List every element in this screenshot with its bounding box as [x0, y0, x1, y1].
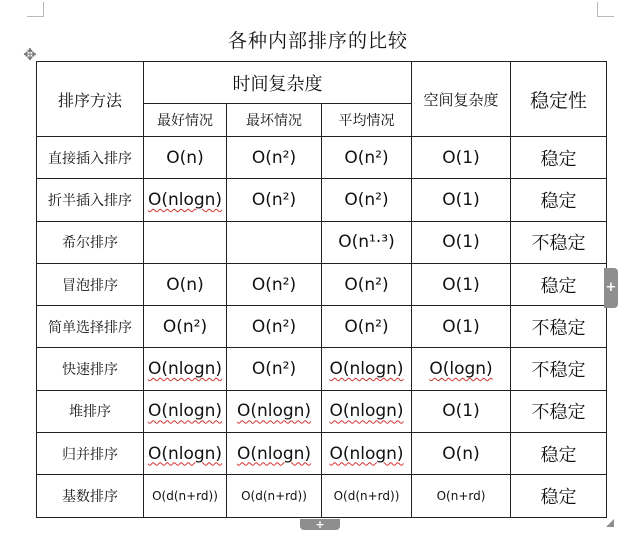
- cell-space: O(1): [412, 221, 511, 263]
- cell-space: O(1): [412, 263, 511, 305]
- cell-best: O(nlogn): [144, 390, 227, 432]
- table-row: [37, 137, 607, 179]
- cell-best: O(n): [144, 137, 227, 179]
- cell-best: [144, 221, 227, 263]
- cell-worst: O(nlogn): [227, 433, 322, 475]
- cell-best: O(n): [144, 263, 227, 305]
- cell-stability: 稳定: [511, 475, 607, 517]
- table-resize-icon[interactable]: [606, 519, 614, 527]
- cell-worst: O(d(n+rd)): [227, 475, 322, 517]
- cell-stability: 稳定: [511, 263, 607, 305]
- cell-worst: O(n²): [227, 137, 322, 179]
- cell-average: O(n²): [322, 179, 412, 221]
- table-row: [37, 348, 607, 390]
- table-row: [37, 390, 607, 432]
- cell-space: O(logn): [412, 348, 511, 390]
- cell-worst: O(n²): [227, 306, 322, 348]
- cell-space: O(1): [412, 390, 511, 432]
- table-row: [37, 263, 607, 305]
- cell-stability: 稳定: [511, 137, 607, 179]
- cell-method: 基数排序: [37, 475, 144, 517]
- header-time-complexity: 时间复杂度: [144, 62, 412, 104]
- header-average-case: 平均情况: [322, 104, 412, 137]
- cell-method: 简单选择排序: [37, 306, 144, 348]
- header-worst-case: 最坏情况: [227, 104, 322, 137]
- add-row-plus-icon[interactable]: +: [300, 519, 340, 530]
- cell-average: O(nlogn): [322, 433, 412, 475]
- table-row: [37, 179, 607, 221]
- header-space-complexity: 空间复杂度: [412, 62, 511, 137]
- cell-average: O(n²): [322, 306, 412, 348]
- cell-space: O(1): [412, 179, 511, 221]
- cell-space: O(1): [412, 306, 511, 348]
- page-corner-mark-left: [27, 2, 44, 17]
- cell-method: 快速排序: [37, 348, 144, 390]
- cell-worst: O(n²): [227, 348, 322, 390]
- header-row-1: [37, 62, 607, 104]
- table-row: [37, 221, 607, 263]
- page-corner-mark-right: [597, 2, 614, 17]
- cell-best: O(nlogn): [144, 179, 227, 221]
- cell-average: O(nlogn): [322, 348, 412, 390]
- header-best-case: 最好情况: [144, 104, 227, 137]
- header-stability: 稳定性: [511, 62, 607, 137]
- cell-stability: 稳定: [511, 179, 607, 221]
- table-move-icon[interactable]: ✥: [23, 45, 37, 64]
- cell-average: O(nlogn): [322, 390, 412, 432]
- cell-stability: 不稳定: [511, 306, 607, 348]
- cell-worst: O(n²): [227, 263, 322, 305]
- cell-stability: 不稳定: [511, 221, 607, 263]
- cell-average: O(n²): [322, 263, 412, 305]
- cell-average: O(n²): [322, 137, 412, 179]
- cell-stability: 稳定: [511, 433, 607, 475]
- cell-best: O(nlogn): [144, 348, 227, 390]
- cell-method: 折半插入排序: [37, 179, 144, 221]
- cell-stability: 不稳定: [511, 390, 607, 432]
- cell-method: 冒泡排序: [37, 263, 144, 305]
- cell-best: O(nlogn): [144, 433, 227, 475]
- cell-method: 堆排序: [37, 390, 144, 432]
- cell-space: O(n+rd): [412, 475, 511, 517]
- document-title: 各种内部排序的比较: [227, 30, 408, 52]
- table-row: [37, 306, 607, 348]
- cell-method: 希尔排序: [37, 221, 144, 263]
- cell-average: O(d(n+rd)): [322, 475, 412, 517]
- cell-worst: O(n²): [227, 179, 322, 221]
- cell-space: O(1): [412, 137, 511, 179]
- cell-stability: 不稳定: [511, 348, 607, 390]
- cell-method: 归并排序: [37, 433, 144, 475]
- cell-space: O(n): [412, 433, 511, 475]
- table-row: [37, 475, 607, 517]
- cell-worst: O(nlogn): [227, 390, 322, 432]
- add-column-plus-icon[interactable]: +: [604, 268, 618, 308]
- cell-best: O(n²): [144, 306, 227, 348]
- header-method: 排序方法: [37, 62, 144, 137]
- cell-worst: [227, 221, 322, 263]
- cell-average: O(n¹·³): [322, 221, 412, 263]
- table-row: [37, 433, 607, 475]
- sort-comparison-table: [36, 61, 607, 518]
- cell-method: 直接插入排序: [37, 137, 144, 179]
- cell-best: O(d(n+rd)): [144, 475, 227, 517]
